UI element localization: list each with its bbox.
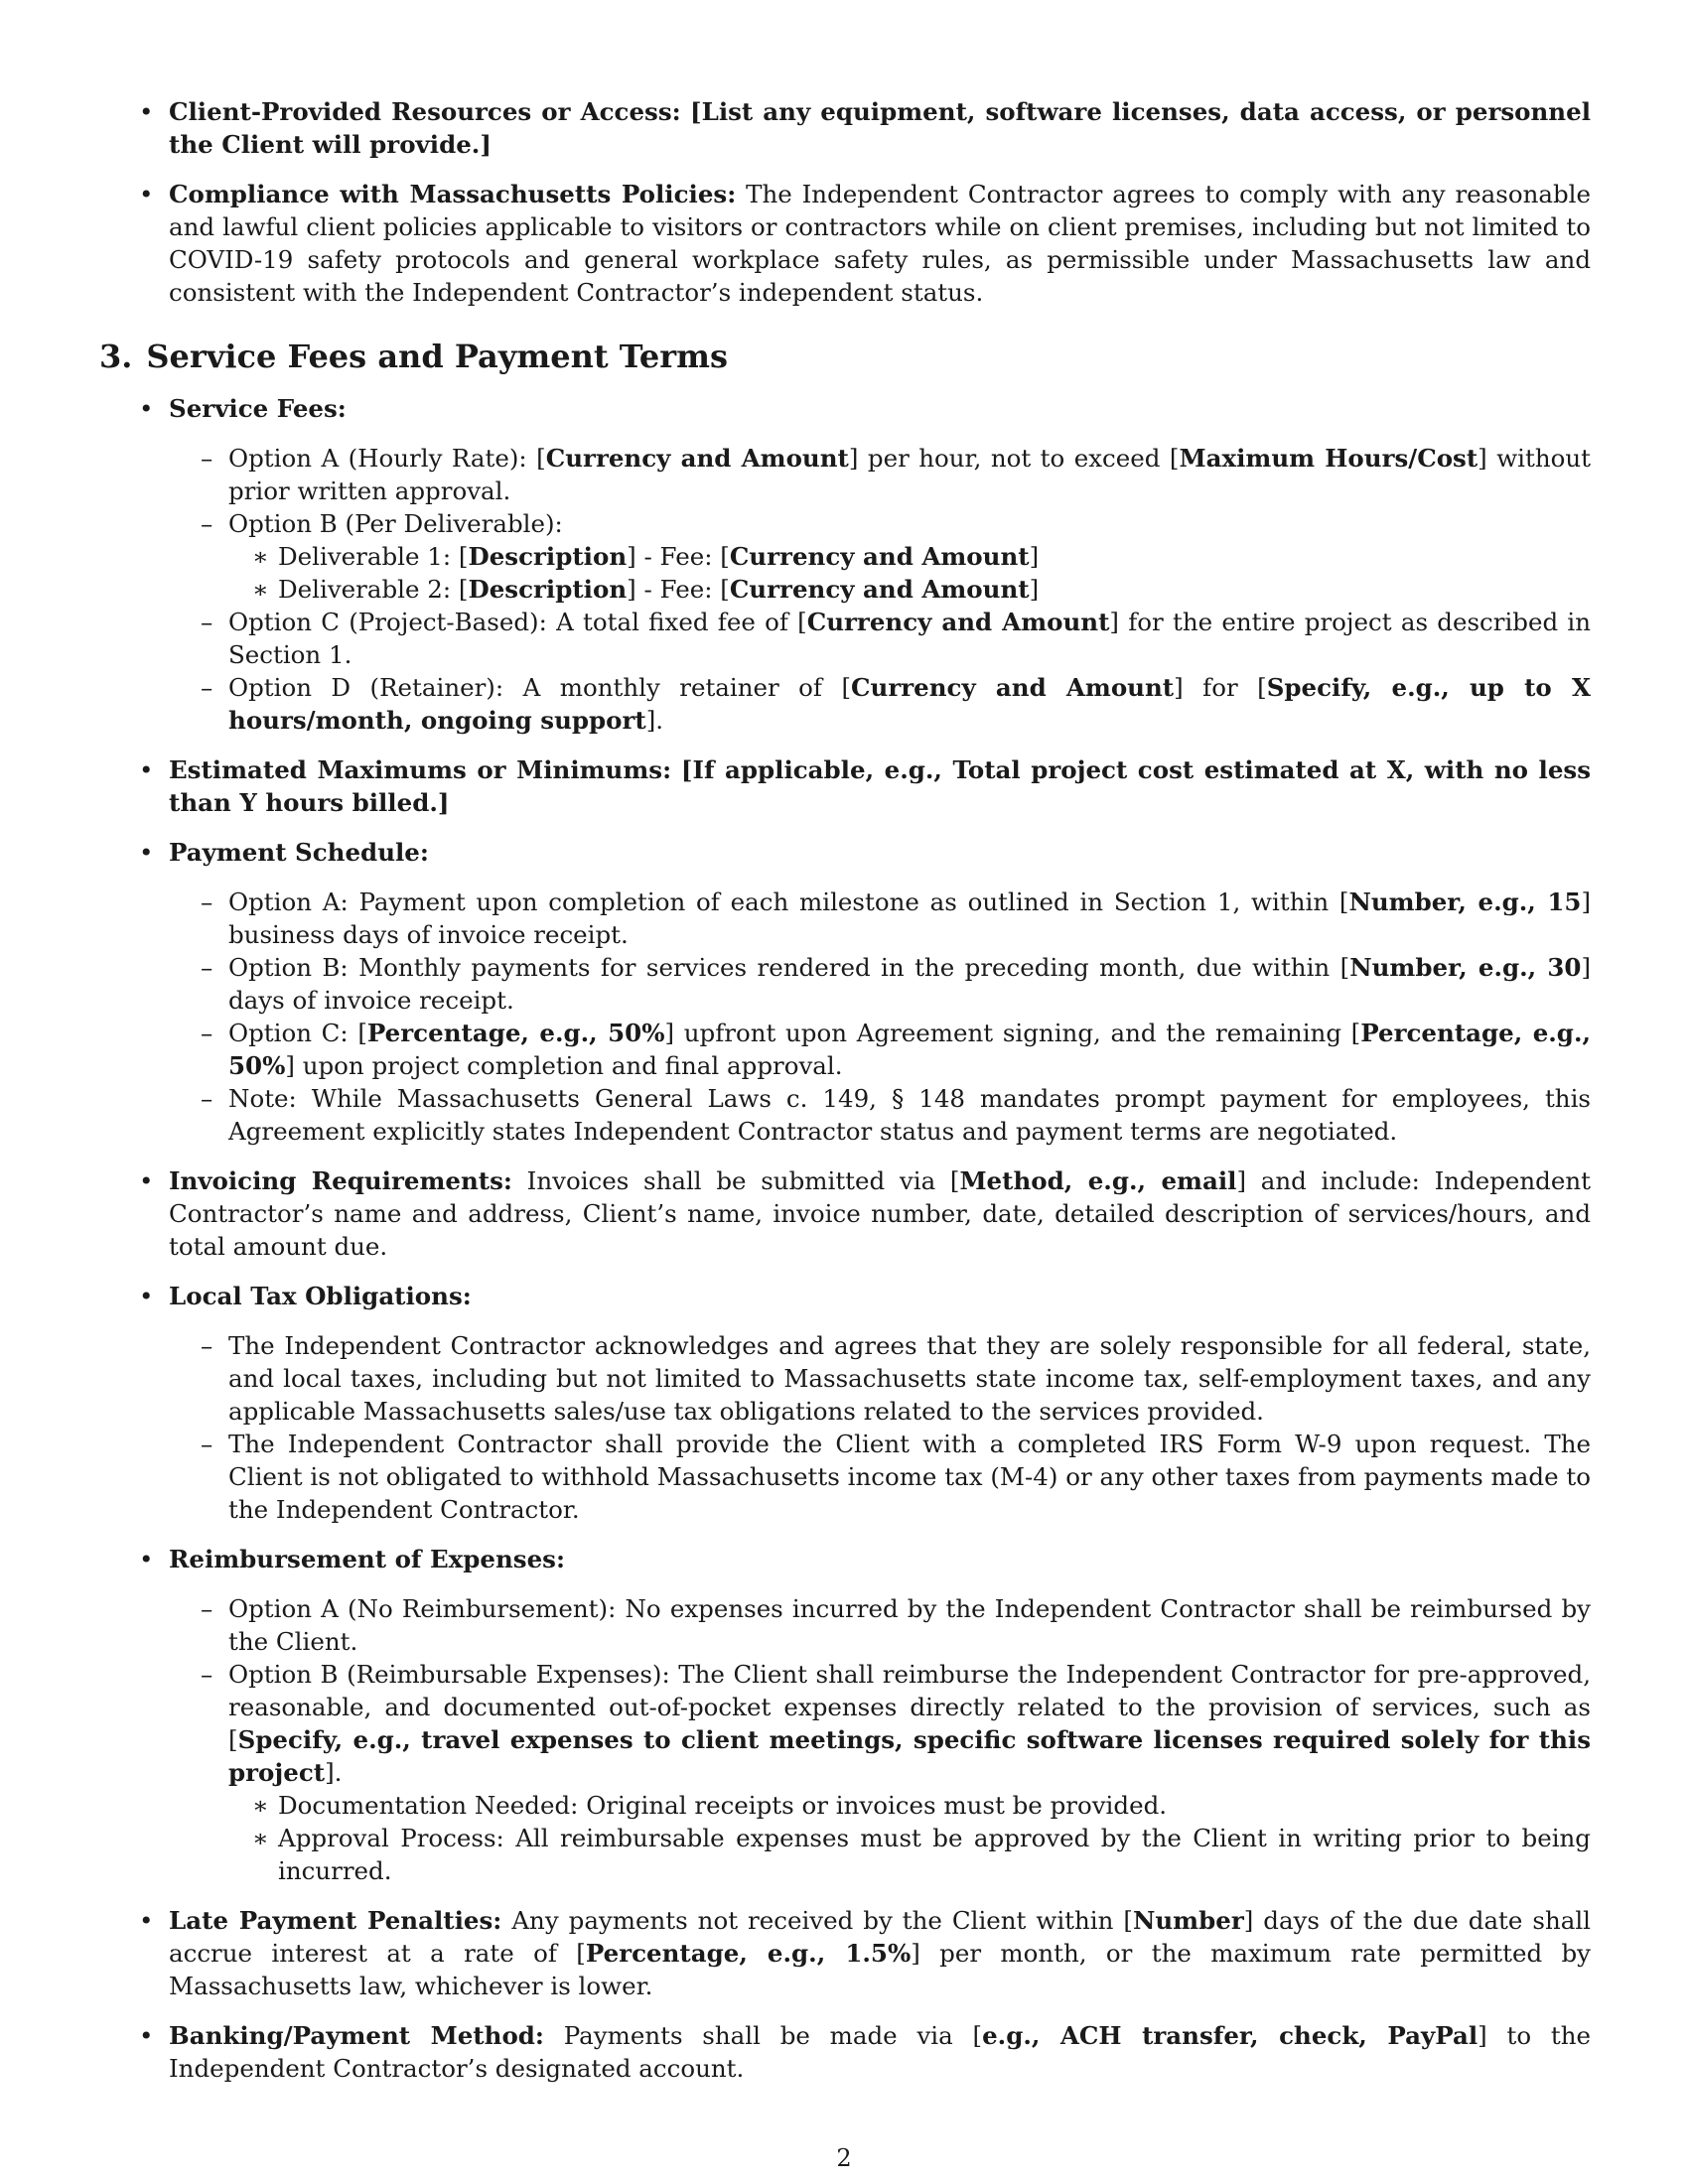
document-page xyxy=(99,95,1591,2102)
section-3-list xyxy=(99,392,1591,2085)
schedule-option-c: – Option C: [Percentage, e.g., 50%] upfront upon Agreement signing, and the remaining [Percentage, e.g., 50%] upon project completion and final approval. xyxy=(169,1017,1591,1082)
list-item-late-payment: • Late Payment Penalties: Any payments not received by the Client within [Number] days of the due date shall accrue interest at a rate of [Percentage, e.g., 1.5%] per month, or the maximum rate permitted by Massachusetts law, whichever is lower. xyxy=(99,1904,1591,2002)
local-tax-items xyxy=(169,1329,1591,1526)
list-item-reimbursement xyxy=(99,1543,1591,1887)
section-number: 3. xyxy=(99,338,133,375)
item-label: Reimbursement of Expenses: xyxy=(169,1545,566,1573)
section-heading xyxy=(99,337,1591,376)
item-placeholder: [List any equipment, software licenses, data access, or personnel the Client will provide.] xyxy=(169,97,1592,159)
item-label: Banking/Payment Method: xyxy=(169,2021,544,2050)
schedule-note: – Note: While Massachusetts General Laws c. 149, § 148 mandates prompt payment for employees, this Agreement explicitly states Independent Contractor status and payment terms are negotiated. xyxy=(169,1082,1591,1148)
payment-schedule-options xyxy=(169,886,1591,1148)
item-label: Estimated Maximums or Minimums: xyxy=(169,755,672,784)
deliverable-list xyxy=(228,540,1591,606)
service-fee-options xyxy=(169,442,1591,737)
item-label: Client-Provided Resources or Access: xyxy=(169,97,681,126)
list-item-payment-schedule xyxy=(99,836,1591,1148)
option-retainer: – Option D (Retainer): A monthly retainer of [Currency and Amount] for [Specify, e.g., up to X hours/month, ongoing support]. xyxy=(169,671,1591,737)
reimbursement-option-a: – Option A (No Reimbursement): No expenses incurred by the Independent Contractor shall be reimbursed by the Client. xyxy=(169,1592,1591,1658)
schedule-option-b: – Option B: Monthly payments for services rendered in the preceding month, due within [Number, e.g., 30] days of invoice receipt. xyxy=(169,951,1591,1017)
item-body: The Independent Contractor agrees to comply with any reasonable and lawful client policies applicable to visitors or contractors while on client premises, including but not limited to COVID-19 safety protocols and general workplace safety rules, as permissible under Massachusetts law and consistent with the Independent Contractor’s independent status. xyxy=(169,180,1592,307)
item-label: Service Fees: xyxy=(169,394,347,423)
documentation-needed: ∗ Documentation Needed: Original receipts or invoices must be provided. xyxy=(228,1789,1591,1822)
item-label: Payment Schedule: xyxy=(169,838,429,867)
item-label: Local Tax Obligations: xyxy=(169,1282,472,1310)
reimbursement-options xyxy=(169,1592,1591,1887)
item-placeholder: [If applicable, e.g., Total project cost estimated at X, with no less than Y hours billed.] xyxy=(169,755,1591,817)
prev-section-list xyxy=(99,95,1591,309)
list-item-invoicing: • Invoicing Requirements: Invoices shall be submitted via [Method, e.g., email] and include: Independent Contractor’s name and address, Client’s name, invoice number, date, detailed description of services/hours, and total amount due. xyxy=(99,1164,1591,1263)
item-label: Late Payment Penalties: xyxy=(169,1906,502,1935)
list-item-local-tax xyxy=(99,1280,1591,1526)
tax-item-2: – The Independent Contractor shall provide the Client with a completed IRS Form W-9 upon request. The Client is not obligated to withhold Massachusetts income tax (M-4) or any other taxes from payments made to the Independent Contractor. xyxy=(169,1428,1591,1526)
tax-item-1: – The Independent Contractor acknowledges and agrees that they are solely responsible for all federal, state, and local taxes, including but not limited to Massachusetts state income tax, self-employment taxes, and any applicable Massachusetts sales/use tax obligations related to the services provided. xyxy=(169,1329,1591,1428)
option-hourly-rate: – Option A (Hourly Rate): [Currency and Amount] per hour, not to exceed [Maximum Hours/Cost] without prior written approval. xyxy=(169,442,1591,507)
list-item-client-resources xyxy=(99,95,1591,161)
deliverable-2: ∗ Deliverable 2: [Description] - Fee: [Currency and Amount] xyxy=(228,573,1591,606)
list-item-estimated xyxy=(99,753,1591,819)
schedule-option-a: – Option A: Payment upon completion of each milestone as outlined in Section 1, within [Number, e.g., 15] business days of invoice receipt. xyxy=(169,886,1591,951)
option-per-deliverable: – Option B (Per Deliverable): ∗ Deliverable 1: [Description] - Fee: [Currency and Amount] ∗ Deliverable 2: [Description] - Fee: [Currency and Amount] xyxy=(169,507,1591,606)
list-item-banking: • Banking/Payment Method: Payments shall be made via [e.g., ACH transfer, check, PayPal] to the Independent Contractor’s designated account. xyxy=(99,2019,1591,2085)
reimbursement-option-b: – Option B (Reimbursable Expenses): The Client shall reimburse the Independent Contractor for pre-approved, reasonable, and documented out-of-pocket expenses directly related to the provision of services, such as [Specify, e.g., travel expenses to client meetings, specific software licenses required solely for this project]. ∗ Documentation Needed: Original receipts or invoices must be provided. ∗ Approval Process: All reimbursable expenses must be approved by the Client in writing prior to being incurred. xyxy=(169,1658,1591,1887)
item-label: Compliance with Massachusetts Policies: xyxy=(169,180,737,208)
option-project-based: – Option C (Project-Based): A total fixed fee of [Currency and Amount] for the entire project as described in Section 1. xyxy=(169,606,1591,671)
approval-process: ∗ Approval Process: All reimbursable expenses must be approved by the Client in writing prior to being incurred. xyxy=(228,1822,1591,1887)
list-item-service-fees xyxy=(99,392,1591,737)
section-title: Service Fees and Payment Terms xyxy=(146,338,728,375)
deliverable-1: ∗ Deliverable 1: [Description] - Fee: [Currency and Amount] xyxy=(228,540,1591,573)
list-item-compliance xyxy=(99,178,1591,309)
reimbursement-details xyxy=(228,1789,1591,1887)
item-label: Invoicing Requirements: xyxy=(169,1166,512,1195)
page-number: 2 xyxy=(836,2144,852,2172)
